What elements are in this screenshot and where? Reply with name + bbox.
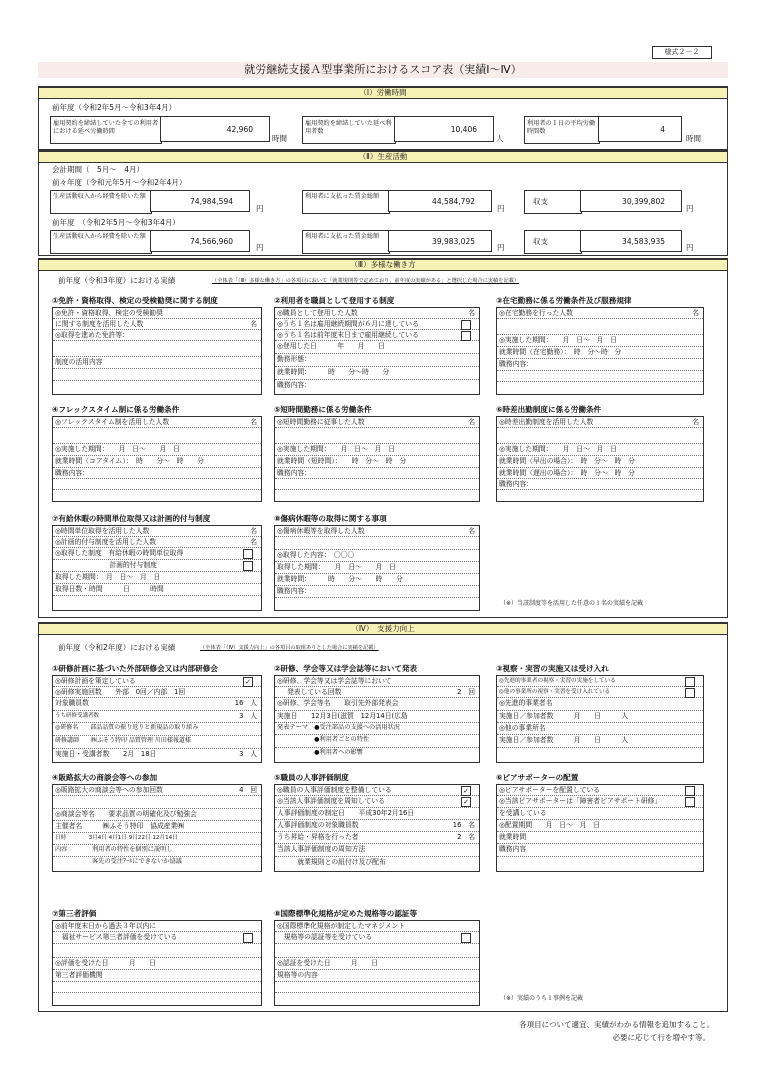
s4-item4-row1-value: 4 回 (239, 786, 257, 794)
s3-item2-row3 (275, 330, 479, 341)
section-production-head: （Ⅱ）生産活動 (38, 151, 728, 163)
s3-item5-row1 (275, 417, 479, 428)
s4-item3-row1-checkbox[interactable] (685, 677, 695, 687)
s3-item8-row1 (275, 526, 479, 537)
y2-wage-label-box (302, 230, 390, 254)
y2-wage-label: 利用者に支払った賃金総額 (305, 233, 380, 240)
s4-item2-row2-value: 2 回 (457, 688, 475, 696)
y1-revenue-value: 30,399,802 (580, 190, 682, 212)
s3-item1-row1: ◎免許・資格取得、検定の受検勧奨 (53, 308, 261, 319)
s4-item8-row2-text: 規格等の認証等を受けている (277, 933, 373, 941)
s4-item8-panel (274, 920, 480, 1006)
s3-item7-row2 (53, 537, 261, 548)
s4-item5-row4-value: 16 名 (452, 821, 475, 829)
s4-item4-row1-text: ◎販路拡大の商談会等への参加回数 (55, 786, 163, 794)
s4-item3-panel (496, 675, 704, 763)
s3-item2-row7: 職務内容： (277, 381, 311, 389)
s4-item3-row1 (497, 676, 703, 687)
s4-item7-row6 (53, 982, 261, 993)
s4-item2-row4: 実施日 12月3日(滋賀 12月14日(広島 (275, 711, 479, 723)
s4-item5-row5 (275, 832, 479, 844)
y2-revenue-label-box (524, 230, 582, 254)
s3-item4-row3: ◎実施した期間： 月 日～ 月 日 (53, 444, 261, 456)
s3-item6-row2 (497, 428, 703, 444)
s4-item4-row5: 日時 3月4日 4月1日 9月22日 12月14日 (53, 833, 261, 845)
s3-item6-row7 (497, 490, 703, 500)
s4-item1-row4-text: うち研修受講者数 (55, 713, 100, 719)
s3-item7-row7 (53, 596, 261, 609)
s4-item6-row5: 就業時間 (497, 832, 703, 844)
s4-item3-title: ③視察・実習の実施又は受け入れ (496, 664, 609, 673)
s4-item8-row2-checkbox[interactable] (461, 933, 471, 943)
s3-item2-row1-text: ◎職員として登用した人数 (277, 309, 358, 317)
work-styles-lead: 前年度（令和3年度）における実績 (58, 276, 176, 285)
s4-item1-row3-value: 16 人 (234, 699, 257, 707)
users-unit: 人 (496, 134, 504, 143)
s3-item8-row2 (275, 537, 479, 550)
s3-item7-planned-checkbox[interactable] (243, 561, 253, 571)
s3-item2-row3-checkbox[interactable] (461, 331, 471, 341)
s3-item4-row1 (53, 417, 261, 428)
s4-item6-row2-text: ◎当該ピアサポーターは「障害者ピアサポート研修」 (499, 797, 662, 805)
s4-item5-row4-text: 人事評価制度の対象職員数 (277, 821, 359, 829)
y1-wage-unit: 円 (497, 204, 505, 213)
s3-item1-row6 (53, 369, 261, 381)
section-labor-hours-head: （Ⅰ）労働時間 (38, 87, 728, 99)
s3-item7-row2-text: ◎計画的付与制度を活用した人数 (55, 538, 157, 546)
s3-item5-row2 (275, 428, 479, 444)
s3-item1-row2-unit: 名 (250, 320, 257, 328)
work-styles-lead-note: （全体表「（Ⅲ）多様な働き方」の各項目において「就業規則等で定めており、前年度の実績がある」と選択した場合に実績を記載） (212, 278, 520, 284)
y1-income-unit: 円 (256, 204, 264, 213)
accounting-period: 会計期間（ 5月～ 4月） (52, 165, 145, 174)
s4-item1-row7 (53, 749, 261, 761)
s4-item6-row4: ◎配置期間 月 日～ 月 日 (497, 820, 703, 832)
s4-item5-title: ⑤職員の人事評価制度 (274, 773, 349, 782)
s4-item1-row5: ◎研修名 部品品質の振り返りと新規品の取り組み (53, 723, 261, 736)
s4-item6-row1-checkbox[interactable] (685, 786, 695, 796)
users-label: 雇用契約を締結していた延べ利用者数 (305, 120, 392, 135)
s4-item1-row4-value: 3 人 (239, 712, 257, 720)
users-label-box (302, 116, 396, 144)
s4-item4-title: ④販路拡大の商談会等への参加 (52, 773, 158, 782)
y1-revenue-label: 収支 (533, 197, 548, 206)
s4-item8-title: ⑧国際標準化規格が定めた規格等の認証等 (274, 909, 418, 918)
s4-item7-row2-checkbox[interactable] (243, 933, 253, 943)
s3-item2-row6: 就業時間： 時 分～時 分 (275, 367, 479, 380)
y2-revenue-value: 34,583,935 (580, 230, 682, 252)
s3-item3-title: ③在宅勤務に係る労働条件及び服務規律 (496, 296, 632, 305)
s3-item4-row1-text: ◎フレックスタイム制を活用した人数 (55, 418, 170, 426)
s4-item5-row1 (275, 785, 479, 796)
s3-item2-row5: 勤務形態： (275, 354, 479, 367)
s4-item7-title: ⑦第三者評価 (52, 909, 97, 918)
s3-item6-row5: 就業時間（遅出の場合）： 時 分～ 時 分 (497, 468, 703, 479)
s3-item6-panel (496, 416, 704, 502)
s3-item7-row4-text: 計画的付与制度 (55, 561, 157, 569)
s3-item6-row1-text: ◎時差出勤制度を活用した人数 (499, 418, 594, 426)
s3-item2-row1-unit: 名 (468, 309, 475, 317)
s3-item7-row2-unit: 名 (250, 538, 257, 546)
s3-item7-timeunit-checkbox[interactable] (243, 549, 253, 559)
s4-item4-panel (52, 784, 262, 872)
s4-item5-row1-text: ◎職員の人事評価制度を整備している (277, 786, 392, 794)
s3-item5-panel (274, 416, 480, 502)
s4-item7-row5: 第三者評価機関 (53, 970, 261, 982)
s4-item4-row3: ◎商談会等名 要求品質の明確化及び勉強会 (53, 809, 261, 821)
s4-item3-row3: ◎先進的事業者名 (497, 698, 703, 711)
s4-item4-row1 (53, 785, 261, 796)
s4-item7-row3 (53, 944, 261, 958)
s4-item2-row6: ●利用者ごとの特性 (275, 735, 479, 748)
s4-item2-row2-text: 発表している回数 (287, 688, 342, 696)
s4-item2-row3: ◎研修、学会等名 取引先外部発表会 (275, 698, 479, 711)
s4-item1-row7-text: 実施日・受講者数 2月 18日 (55, 750, 157, 758)
s3-item8-row7 (275, 598, 479, 609)
s4-item8-row1: ◎国際標準化規格が制定したマネジメント (275, 921, 479, 932)
s3-item1-row5: 制度の活用内容 (53, 357, 261, 369)
y1-revenue-label-box (524, 190, 582, 214)
s4-item6-row6: 職務内容 (497, 844, 703, 857)
s4-item1-row2: ◎研修実施回数 外部 0回／内部 1回 (53, 687, 261, 698)
y1-income-label: 生産活動収入から経費を除いた額 (53, 193, 146, 200)
s3-item5-row6 (275, 479, 479, 490)
s4-item3-row2 (497, 687, 703, 698)
s3-item3-row4: 就業時間（在宅勤務）： 時 分～時 分 (497, 347, 703, 359)
avg-hours-label-box (524, 116, 600, 144)
s3-item8-panel (274, 525, 480, 611)
support-lead: 前年度（令和2年度）における実績 (58, 643, 176, 652)
s3-item1-row7 (53, 381, 261, 393)
s3-item5-row1-text: ◎短時間勤務に従事した人数 (277, 418, 365, 426)
s4-item1-row3 (53, 698, 261, 711)
s4-item5-row5-value: 2 名 (457, 833, 475, 841)
s3-item2-row1 (275, 308, 479, 319)
s3-item6-row3: ◎実施した期間： 月 日～ 月 日 (497, 444, 703, 456)
s3-item6-row1 (497, 417, 703, 428)
s4-item1-title: ①研修計画に基づいた外部研修会又は内部研修会 (52, 664, 218, 673)
s4-item2-row2 (275, 687, 479, 698)
s3-item8-row3: ◎取得した内容： 〇〇〇 (275, 550, 479, 562)
s3-item7-row1-text: ◎時間単位取得を活用した人数 (55, 527, 150, 535)
s3-item7-row3-text: ◎取得した制度 有給休暇の時間単位取得 (55, 549, 184, 557)
s4-item8-row6 (275, 982, 479, 993)
y2-income-value: 74,566,960 (150, 230, 250, 252)
s4-item1-row7-value: 3 人 (239, 750, 257, 758)
s3-item3-row6 (497, 371, 703, 382)
s3-item4-row7 (53, 490, 261, 500)
s3-item3-row7 (497, 382, 703, 393)
s4-item8-row4: ◎認証を受けた日 月 日 (275, 958, 479, 970)
y2-income-label-box (50, 230, 152, 254)
s3-item3-row5: 職務内容： (497, 359, 703, 371)
s4-item3-row2-checkbox[interactable] (685, 688, 695, 698)
form-number: 様式２－２ (652, 46, 712, 59)
s4-item2-row5: 発表テーマ ●受注部品の支援への活用状況 (275, 723, 479, 735)
s4-item6-row1-text: ◎ピアサポーターを配置している (499, 786, 601, 794)
s4-item5-row2-checkbox[interactable]: ✓ (461, 797, 471, 807)
y2-income-unit: 円 (256, 243, 264, 252)
s3-item8-row1-text: ◎傷病休暇等を取得した人数 (277, 527, 365, 535)
s4-item3-row5: ◎他の事業所名 (497, 723, 703, 735)
s3-item2-title: ②利用者を職員として登用する制度 (274, 296, 395, 305)
s3-item1-title: ①免許・資格取得、検定の受検勧奨に関する制度 (52, 296, 218, 305)
s4-item3-row6: 実施日／参加者数 月 日 人 (497, 735, 703, 748)
s4-item1-row4 (53, 711, 261, 723)
s4-item6-row2-checkbox[interactable] (685, 797, 695, 807)
y2-wage-value: 39,983,025 (388, 230, 492, 252)
s4-item8-row5: 規格等の内容 (275, 970, 479, 982)
s4-item1-panel (52, 675, 262, 763)
s4-item1-row6: 研修講師 ㈱ふそう特印 品質管理 川田様報道様 (53, 736, 261, 749)
s4-item2-panel (274, 675, 480, 763)
s3-item5-title: ⑤短時間勤務に係る労働条件 (274, 405, 372, 414)
s4-note: （※）実績のうち１事例を記載 (500, 995, 584, 1002)
s3-item5-row3: ◎実施した期間： 月 日～ 月 日 (275, 444, 479, 456)
s4-item3-row1-text: ◎先進的事業者の視察・実習の実施をしている (499, 678, 616, 684)
labor-period: 前年度（令和2年5月～令和3年4月） (52, 103, 177, 112)
s3-item8-title: ⑧傷病休暇等の取得に関する事項 (274, 514, 387, 523)
s4-item8-row3 (275, 944, 479, 958)
s3-item7-row6: 取得日数・時間 日 時間 (53, 584, 261, 596)
s4-item3-row2-text: ◎他の事業所の視察・実習を受け入れている (499, 689, 611, 695)
s3-item1-row2-text: に関する制度を活用した人数 (55, 320, 144, 328)
s4-item1-row1-text: ◎研修計画を策定している (55, 677, 136, 685)
total-hours-label: 雇用契約を締結していた全ての利用者における延べ労働時間 (53, 120, 159, 135)
s4-item4-row6: 内容 利用者の特性を個別に説明し (53, 845, 261, 857)
s3-item8-row1-unit: 名 (468, 527, 475, 535)
avg-hours-unit: 時間 (686, 134, 701, 143)
s3-item4-panel (52, 416, 262, 502)
s4-item7-row2 (53, 932, 261, 944)
s4-item6-row2 (497, 796, 703, 808)
s3-item6-title: ⑥時差出勤制度に係る労働条件 (496, 405, 602, 414)
s3-item3-row1-unit: 名 (692, 309, 699, 317)
s4-item1-row1 (53, 676, 261, 687)
s4-item7-row2-text: 福祉サービス第三者評価を受けている (55, 933, 178, 941)
s3-item7-row5: 取得した期間： 月 日～ 月 日 (53, 572, 261, 584)
s3-item2-row4: ◎登用した日 年 月 日 (275, 341, 479, 354)
s3-item4-row6 (53, 479, 261, 490)
avg-hours-label: 利用者の１日の平均労働時間数 (527, 120, 596, 135)
s4-item5-row5-text: うち昇給・昇格を行った者 (277, 833, 359, 841)
users-value: 10,406 (394, 116, 494, 142)
s3-item6-row4: 就業時間（早出の場合）： 時 分～ 時 分 (497, 456, 703, 468)
s3-item8-row6: 職務内容： (275, 586, 479, 598)
s3-item6-row6: 職務内容： (497, 479, 703, 490)
s3-item2-panel (274, 307, 480, 395)
prev-year-period: 前年度 （令和2年5月～令和3年4月） (52, 218, 180, 227)
s3-item4-title: ④フレックスタイム制に係る労働条件 (52, 405, 180, 414)
s4-item5-row2 (275, 796, 479, 808)
s3-item4-row2 (53, 428, 261, 444)
s3-item5-row1-unit: 名 (468, 418, 475, 426)
s4-item2-title: ②研修、学会等又は学会誌等において発表 (274, 664, 418, 673)
s4-item2-row1: ◎研修、学会等又は学会誌等において (275, 676, 479, 687)
s3-note: （※）当該制度等を活用した任意の１名の実績を記載 (500, 600, 644, 607)
total-hours-unit: 時間 (272, 134, 287, 143)
s3-item2-row2-checkbox[interactable] (461, 320, 471, 330)
section-support-head: （Ⅳ） 支援力向上 (38, 623, 728, 635)
s4-item6-row1 (497, 785, 703, 796)
s4-item5-row2-text: ◎当該人事評価制度を周知している (277, 797, 385, 805)
s3-item7-row1 (53, 526, 261, 537)
s3-item1-panel (52, 307, 262, 395)
s4-item7-row4: ◎評価を受けた日 月 日 (53, 958, 261, 970)
s4-item8-row7 (275, 993, 479, 1004)
s3-item8-row4: 取得した期間： 月 日～ 月 日 (275, 562, 479, 574)
s3-item1-row3: ◎取得を進めた免許等： (53, 330, 261, 341)
y1-income-label-box (50, 190, 152, 214)
s3-item4-row4: 就業時間（コアタイム）： 時 分～ 時 分 (53, 456, 261, 468)
y2-revenue-unit: 円 (686, 243, 694, 252)
s4-item7-row7 (53, 993, 261, 1004)
s3-item7-row3 (53, 548, 261, 560)
s4-item5-row7: 就業規則との紐付け及び配布 (277, 858, 386, 866)
s4-item1-row1-checkbox[interactable]: ✓ (243, 677, 253, 687)
s4-item6-row3: を受講している (497, 808, 703, 820)
s4-item4-row2 (53, 796, 261, 809)
s3-item3-panel (496, 307, 704, 395)
s4-item2-row7: ●利用者への影響 (277, 749, 363, 756)
s4-item5-row1-checkbox[interactable]: ✓ (461, 786, 471, 796)
s3-item1-row2 (53, 319, 261, 330)
s3-item4-row5: 職務内容： (53, 468, 261, 479)
footer-line1: 各項目について適宜、実績がわかる情報を追加すること。 (519, 1020, 714, 1029)
s3-item7-panel (52, 525, 262, 611)
footer-line2: 必要に応じて行を増やす等。 (612, 1033, 710, 1042)
prev-prev-year-period: 前々年度（令和元年5月～令和2年4月） (52, 178, 187, 187)
s4-item5-row3: 人事評価制度の制定日 平成30年2月16日 (275, 808, 479, 820)
s4-item5-panel (274, 784, 480, 872)
y1-revenue-unit: 円 (686, 204, 694, 213)
y1-wage-value: 44,584,792 (388, 190, 492, 212)
y2-wage-unit: 円 (497, 243, 505, 252)
s3-item3-row2 (497, 319, 703, 335)
support-lead-note: （全体表「（Ⅳ）支援力向上」の各項目の取組ありとした場合に実績を記載） (200, 645, 379, 651)
s3-item7-row1-unit: 名 (250, 527, 257, 535)
s4-item5-row4 (275, 820, 479, 832)
document-title: 就労継続支援Ａ型事業所におけるスコア表（実績Ⅰ～Ⅳ） (38, 62, 728, 78)
s4-item8-row2 (275, 932, 479, 944)
s3-item2-row2-text: ◎うち１名は雇用継続期間が６月に達している (277, 320, 419, 328)
s4-item4-row7: 客先の受注ｱｰﾙにできないか協議 (55, 858, 182, 865)
y1-wage-label-box (302, 190, 390, 214)
s3-item5-row7 (275, 490, 479, 500)
s3-item3-row3: ◎実施した期間： 月 日～ 月 日 (497, 335, 703, 347)
s3-item2-row2 (275, 319, 479, 330)
s3-item2-row3-text: ◎うち１名は前年度末日まで雇用継続している (277, 331, 419, 339)
s3-item6-row1-unit: 名 (692, 418, 699, 426)
s3-item3-row1 (497, 308, 703, 319)
s4-item7-row1: ◎前年度末日から過去３年以内に (53, 921, 261, 932)
s4-item6-panel (496, 784, 704, 872)
s4-item6-row7 (497, 857, 703, 870)
s3-item7-title: ⑦有給休暇の時間単位取得又は計画的付与制度 (52, 514, 211, 523)
s3-item8-row5: 就業時間： 時 分～ 時 分 (275, 574, 479, 586)
s4-item7-panel (52, 920, 262, 1006)
s3-item7-row4 (53, 560, 261, 572)
y1-income-value: 74,984,594 (150, 190, 250, 212)
s4-item3-row4: 実施日／参加者数 月 日 人 (497, 711, 703, 723)
s4-item1-row3-text: 対象職員数 (55, 699, 89, 707)
y1-wage-label: 利用者に支払った賃金総額 (305, 193, 380, 200)
s4-item6-title: ⑥ピアサポーターの配置 (496, 773, 579, 782)
total-hours-value: 42,960 (160, 116, 270, 142)
s3-item5-row4: 就業時間（短時間）： 時 分～ 時 分 (275, 456, 479, 468)
y2-revenue-label: 収支 (533, 237, 548, 246)
s4-item4-row4: 主催者名 ㈱ふそう特印 協成産業㈱ (53, 821, 261, 833)
s4-item5-row6: 当該人事評価制度の周知方法 (275, 844, 479, 857)
s4-item3-row7 (497, 748, 703, 761)
s3-item3-row1-text: ◎在宅勤務を行った人数 (499, 309, 573, 317)
section-work-styles-head: （Ⅲ）多様な働き方 (38, 259, 728, 271)
y2-income-label: 生産活動収入から経費を除いた額 (53, 233, 146, 240)
total-hours-label-box (50, 116, 162, 144)
s3-item1-row4 (53, 341, 261, 357)
avg-hours-value: 4 (598, 116, 682, 142)
s3-item5-row5: 職務内容： (275, 468, 479, 479)
s3-item4-row1-unit: 名 (250, 418, 257, 426)
